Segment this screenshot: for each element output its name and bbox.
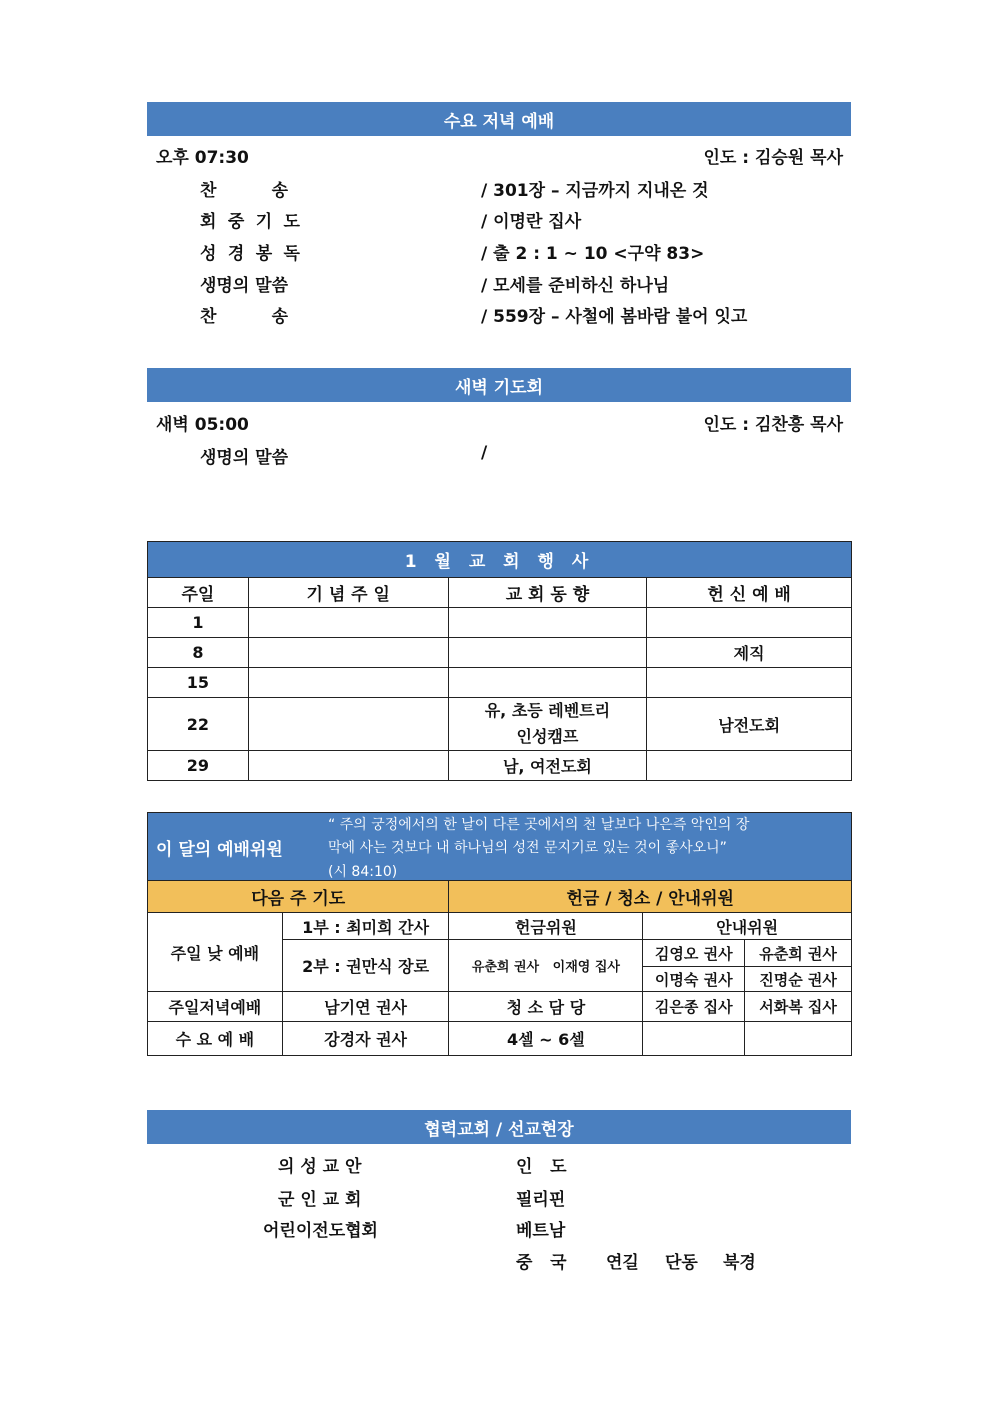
news-cell xyxy=(448,608,647,638)
memorial-cell xyxy=(248,698,448,751)
usher-name: 김은종 집사 xyxy=(643,992,745,1022)
china-city: 북경 xyxy=(723,1253,756,1273)
usher-name: 진명순 권사 xyxy=(745,967,852,992)
usher-name: 김영오 권사 xyxy=(643,940,745,967)
cleaning-cells: 4셀 ~ 6셀 xyxy=(449,1022,643,1056)
wed-time: 오후 07:30 xyxy=(156,148,249,168)
wed-leader: 인도 : 김승원 목사 xyxy=(703,148,843,168)
label-char: 송 xyxy=(271,307,288,327)
week-cell: 15 xyxy=(148,668,249,698)
week-cell: 1 xyxy=(148,608,249,638)
prayer-first-service: 1부 : 최미희 간사 xyxy=(282,913,449,940)
week-cell: 22 xyxy=(148,698,249,751)
table-row xyxy=(148,698,852,751)
partner-church: 의 성 교 안 xyxy=(278,1157,362,1177)
wed-item-value: / 301장 – 지금까지 지내온 것 xyxy=(481,181,709,201)
table-row xyxy=(148,751,852,781)
label-char: 찬 xyxy=(200,307,217,327)
wed-item-value: / 모세를 준비하신 하나님 xyxy=(481,276,670,296)
news-line-1: 유, 초등 레벤트리 xyxy=(484,701,611,720)
dawn-prayer-header: 새벽 기도회 xyxy=(147,368,851,402)
mission-field: 베트남 xyxy=(516,1221,566,1241)
news-cell xyxy=(448,668,647,698)
devotion-cell: 제직 xyxy=(647,638,852,668)
china-city: 연길 xyxy=(606,1253,639,1273)
empty-cell xyxy=(643,1022,745,1056)
col-duty-header: 헌금 / 청소 / 안내위원 xyxy=(449,881,852,913)
table-row xyxy=(148,608,852,638)
label-char: 경 xyxy=(227,244,245,264)
usher-name: 서화복 집사 xyxy=(745,992,852,1022)
verse-line-1: “ 주의 궁정에서의 한 날이 다른 곳에서의 천 날보다 나은즉 악인의 장 xyxy=(328,817,750,833)
table-row xyxy=(148,668,852,698)
label-char: 송 xyxy=(271,181,288,201)
offering-names: 유춘희 권사 이재영 집사 xyxy=(449,940,643,992)
wed-item-value: / 이명란 집사 xyxy=(481,212,582,232)
wed-item-value: / 출 2 : 1 ~ 10 <구약 83> xyxy=(481,244,705,264)
week-cell: 29 xyxy=(148,751,249,781)
wed-service-prayer: 강경자 권사 xyxy=(282,1022,449,1056)
cleaning-label: 청 소 담 당 xyxy=(449,992,643,1022)
mission-field: 인 도 xyxy=(516,1157,567,1177)
label-char: 회 xyxy=(200,212,217,232)
committee-header xyxy=(148,813,852,881)
memorial-cell xyxy=(248,608,448,638)
events-col-week: 주일 xyxy=(148,578,249,608)
news-cell: 남, 여전도회 xyxy=(448,751,647,781)
label-char: 중 xyxy=(227,212,245,232)
prayer-second-service: 2부 : 권만식 장로 xyxy=(282,940,449,992)
mission-field: 필리핀 xyxy=(516,1190,566,1210)
devotion-cell: 남전도회 xyxy=(647,698,852,751)
wed-item-label xyxy=(200,239,300,264)
week-cell: 8 xyxy=(148,638,249,668)
wed-item-label xyxy=(200,176,288,201)
events-col-devotion: 헌 신 예 배 xyxy=(647,578,852,608)
partner-church: 군 인 교 회 xyxy=(278,1190,362,1210)
label-char: 성 xyxy=(200,244,217,264)
col-prayer-header: 다음 주 기도 xyxy=(148,881,449,913)
usher-label: 안내위원 xyxy=(643,913,852,940)
label-char: 도 xyxy=(283,212,300,232)
sunday-service-label: 주일 낮 예배 xyxy=(148,913,283,992)
devotion-cell xyxy=(647,751,852,781)
wed-item-label xyxy=(200,271,300,296)
devotion-cell xyxy=(647,608,852,638)
news-line-2: 인성캠프 xyxy=(516,727,579,746)
events-title: 1 월 교 회 행 사 xyxy=(148,542,852,578)
offering-label: 헌금위원 xyxy=(449,913,643,940)
partner-church: 어린이전도협회 xyxy=(263,1221,378,1241)
empty-cell xyxy=(745,1022,852,1056)
memorial-cell xyxy=(248,668,448,698)
dawn-leader: 인도 : 김찬흥 목사 xyxy=(703,415,843,435)
dawn-item-label: 생명의 말씀 xyxy=(200,448,289,468)
wed-item-label xyxy=(200,207,300,232)
events-col-news: 교 회 동 향 xyxy=(448,578,647,608)
dawn-item-value: / xyxy=(481,443,488,463)
memorial-cell xyxy=(248,751,448,781)
devotion-cell xyxy=(647,668,852,698)
mission-header: 협력교회 / 선교현장 xyxy=(147,1110,851,1144)
verse-reference: (시 84:10) xyxy=(328,864,398,880)
events-table xyxy=(147,541,852,781)
label-char: 독 xyxy=(283,244,300,264)
label-char: 봉 xyxy=(255,244,273,264)
wed-service-header: 수요 저녁 예배 xyxy=(147,102,851,136)
wed-service-label: 수 요 예 배 xyxy=(148,1022,283,1056)
committee-table xyxy=(147,812,852,1056)
wed-item-label xyxy=(200,302,288,327)
committee-title: 이 달의 예배위원 xyxy=(156,840,283,860)
dawn-time: 새벽 05:00 xyxy=(156,415,249,435)
news-cell xyxy=(448,698,647,751)
sunday-evening-prayer: 남기연 권사 xyxy=(282,992,449,1022)
sunday-evening-label: 주일저녁예배 xyxy=(148,992,283,1022)
label-char: 기 xyxy=(255,212,273,232)
events-col-memorial: 기 념 주 일 xyxy=(248,578,448,608)
news-cell xyxy=(448,638,647,668)
memorial-cell xyxy=(248,638,448,668)
label-char: 생명의 말씀 xyxy=(200,276,289,296)
usher-name: 유춘희 권사 xyxy=(745,940,852,967)
label-char: 찬 xyxy=(200,181,217,201)
wed-item-value: / 559장 – 사철에 봄바람 불어 잇고 xyxy=(481,307,748,327)
usher-name: 이명숙 권사 xyxy=(643,967,745,992)
mission-field: 중 국 xyxy=(516,1253,567,1273)
verse-line-2: 막에 사는 것보다 내 하나님의 성전 문지기로 있는 것이 좋사오니” xyxy=(328,840,727,856)
table-row xyxy=(148,638,852,668)
china-city: 단동 xyxy=(665,1253,698,1273)
